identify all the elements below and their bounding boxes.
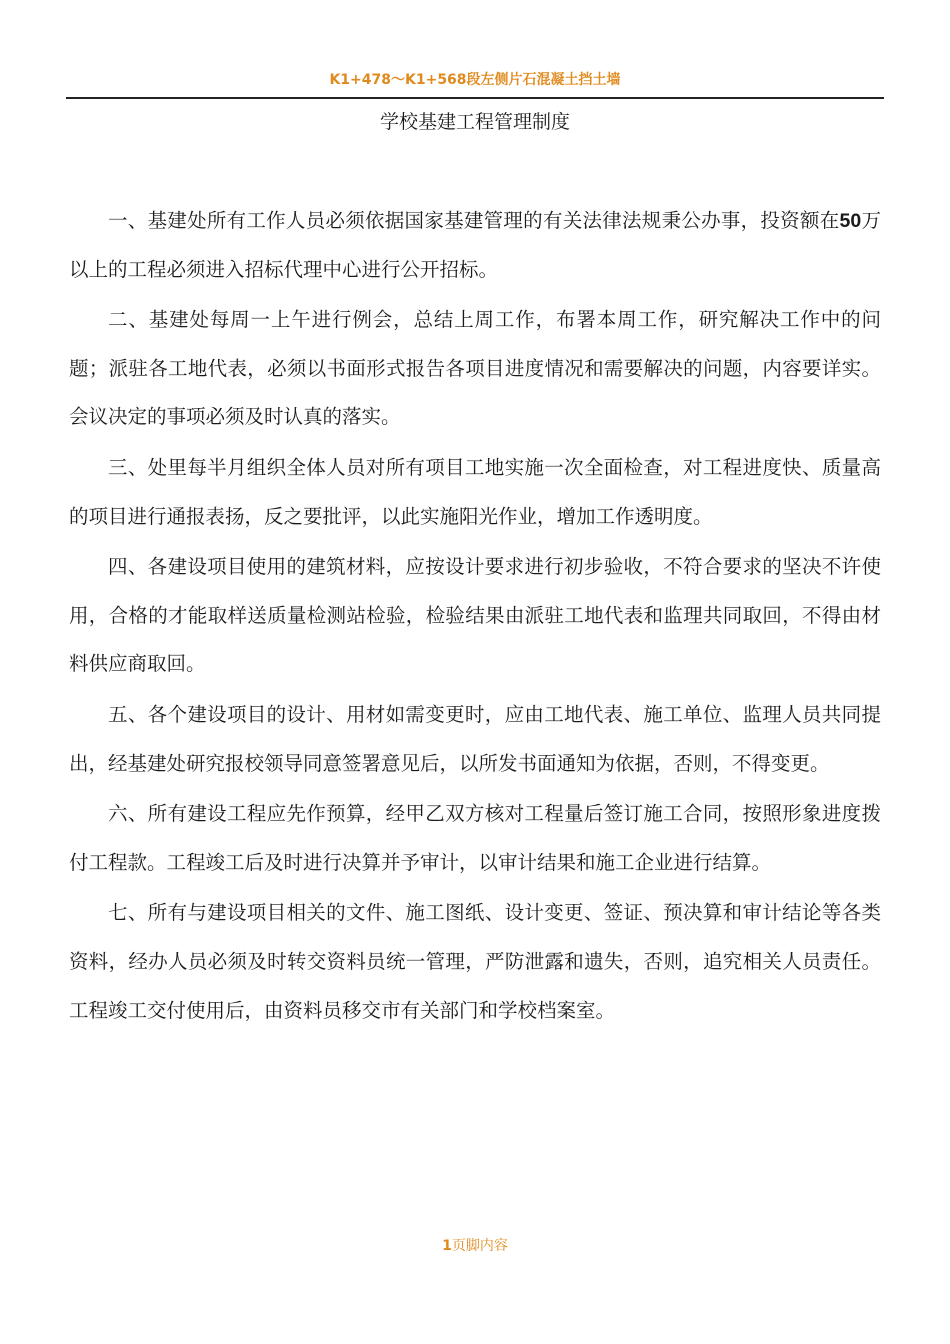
document-title: 学校基建工程管理制度 <box>379 111 570 133</box>
amount-number: 50 <box>839 210 862 232</box>
page-number: 1 <box>442 1238 452 1254</box>
paragraph-5: 五、各个建设项目的设计、用材如需变更时，应由工地代表、施工单位、监理人员共同提出，经基建处研究报校领导同意签署意见后，以所发书面通知为依据，否则，不得变更。 <box>69 702 881 775</box>
paragraph-7: 七、所有与建设项目相关的文件、施工图纸、设计变更、签证、预决算和审计结论等各类资料，经办人员必须及时转交资料员统一管理，严防泄露和遗失，否则，追究相关人员责任。工程竣工交付使用后，由资料员移交市有关部门和学校档案室。 <box>69 901 881 1022</box>
paragraph-4: 四、各建设项目使用的建筑材料，应按设计要求进行初步验收，不符合要求的坚决不许使用，合格的才能取样送质量检测站检验，检验结果由派驻工地代表和监理共同取回，不得由材料供应商取回。 <box>69 555 881 676</box>
document-body <box>69 197 881 1037</box>
header-text: K1+478～K1+568段左侧片石混凝土挡土墙 <box>329 72 621 88</box>
footer-label: 页脚内容 <box>451 1238 508 1254</box>
page-header <box>0 70 950 90</box>
paragraph-6: 六、所有建设工程应先作预算，经甲乙双方核对工程量后签订施工合同，按照形象进度拨付工程款。工程竣工后及时进行决算并予审计，以审计结果和施工企业进行结算。 <box>69 802 881 874</box>
paragraph-1 <box>69 197 881 294</box>
paragraph-2: 二、基建处每周一上午进行例会，总结上周工作，布署本周工作，研究解决工作中的问题；派驻各工地代表，必须以书面形式报告各项目进度情况和需要解决的问题，内容要详实。会议决定的事项必须及时认真的落实。 <box>69 308 881 429</box>
paragraph-1-lead: 一、基建处所有工作人员必须依据国家基建管理的有关法律法规秉公办事，投资额在 <box>108 209 840 232</box>
page-footer <box>0 1236 950 1256</box>
paragraph-1-tail: 万以上的工程必须进入招标代理中心进行公开招标。 <box>69 209 881 281</box>
header-divider <box>66 97 884 99</box>
paragraph-3: 三、处里每半月组织全体人员对所有项目工地实施一次全面检查，对工程进度快、质量高的项目进行通报表扬，反之要批评，以此实施阳光作业，增加工作透明度。 <box>69 455 881 528</box>
